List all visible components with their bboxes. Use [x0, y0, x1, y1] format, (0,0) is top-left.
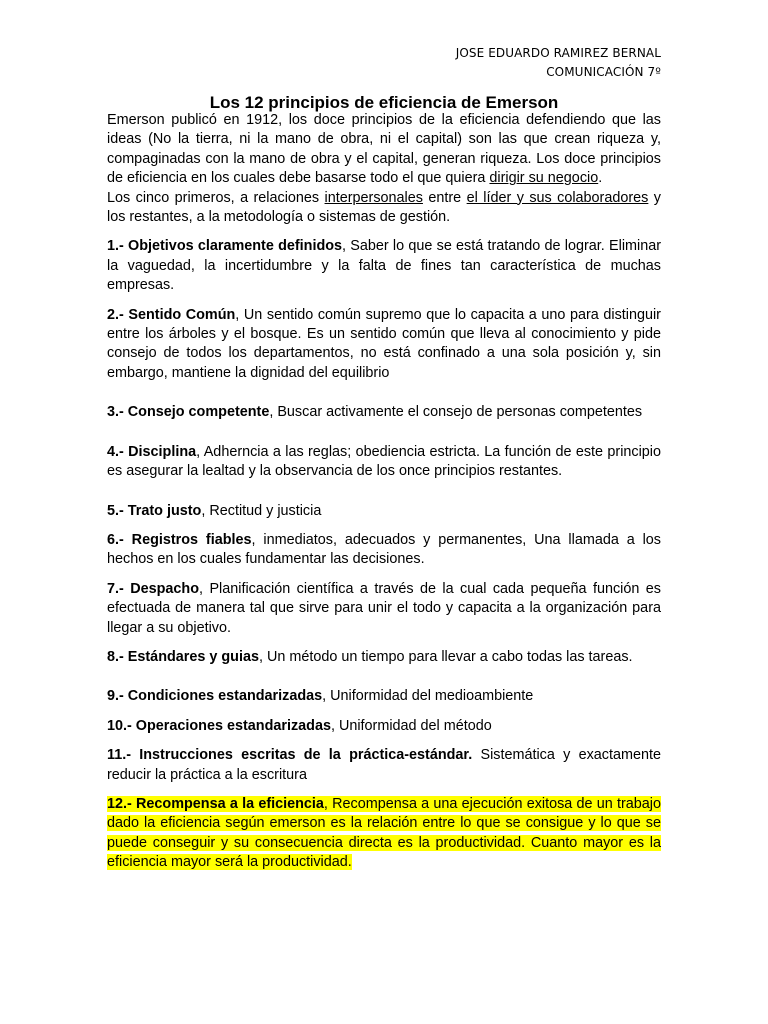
principle-title: 3.- Consejo competente	[107, 404, 270, 421]
principle-5	[107, 502, 661, 521]
principle-title: 10.- Operaciones estandarizadas	[107, 717, 331, 734]
principle-text: , Rectitud y justicia	[201, 502, 322, 519]
principle-title: 2.- Sentido Común	[107, 306, 236, 323]
intro-paragraph: Emerson publicó en 1912, los doce principios de la eficiencia defendiendo que las ideas (No la tierra, ni la mano de obra, ni el capital) son las que crean riqueza y, compaginadas con la mano de obra y el capital, generan riqueza. Los doce principios de eficiencia en los cuales debe basarse todo el que quiera dirigir su negocio. Los cinco primeros, a relaciones interpersonales entre el líder y sus colaboradores y los restantes, a la metodología o sistemas de gestión.	[107, 112, 661, 226]
principle-10	[107, 717, 661, 736]
principle-title: 9.- Condiciones estandarizadas	[107, 688, 323, 705]
principle-text: , Saber lo que se está tratando de lograr. Eliminar la vaguedad, la incertidumbre y la falta de fines tan característica de muchas empresas.	[107, 238, 662, 294]
principle-text: Sistemática y exactamente reducir la práctica a la escritura	[107, 747, 661, 783]
principle-title: 5.- Trato justo	[107, 502, 202, 519]
link-lider-colaboradores[interactable]: el líder y sus colaboradores	[466, 189, 649, 206]
principle-2	[107, 306, 661, 384]
principle-4	[107, 443, 661, 482]
principle-title: 6.- Registros fiables	[107, 531, 252, 548]
principle-text: , Buscar activamente el consejo de personas competentes	[269, 404, 643, 421]
principle-title: 12.- Recompensa a la eficiencia	[107, 795, 324, 812]
principle-12	[107, 795, 661, 873]
principle-title: 7.- Despacho	[107, 580, 200, 597]
principle-title: 11.- Instrucciones escritas de la práctica-estándar.	[107, 747, 473, 764]
document-body	[107, 111, 661, 873]
link-interpersonales[interactable]: interpersonales	[324, 189, 423, 206]
principle-7	[107, 580, 661, 638]
principle-6	[107, 531, 661, 570]
principle-3	[107, 403, 661, 422]
principle-text: , Recompensa a una ejecución exitosa de un trabajo dado la eficiencia según emerson es la relación entre lo que se consigue y lo que se puede conseguir y su consecuencia directa es la productividad. Cuanto mayor es la eficiencia mayor será la productividad.	[107, 795, 662, 871]
principle-1	[107, 237, 661, 295]
principle-text: , Uniformidad del método	[330, 717, 492, 734]
highlighted-text	[107, 796, 661, 870]
principle-text: , inmediatos, adecuados y permanentes, Una llamada a los hechos en los cuales fundamentar las decisiones.	[107, 531, 661, 568]
principle-text: , Adherncia a las reglas; obediencia estricta. La función de este principio es asegurar la lealtad y la observancia de los once principios restantes.	[107, 443, 661, 480]
principle-text: , Planificación científica a través de la cual cada pequeña función es efectuada de manera tal que sirve para unir el todo y capacita a la organización para llegar a su objetivo.	[107, 580, 661, 636]
principle-title: 8.- Estándares y guias	[107, 648, 259, 665]
principle-11	[107, 746, 661, 785]
document-title: Los 12 principios de eficiencia de Emerson	[209, 93, 559, 112]
principle-title: 1.- Objetivos claramente definidos	[107, 238, 343, 255]
principle-title: 4.- Disciplina	[107, 443, 197, 460]
author-name: JOSE EDUARDO RAMIREZ BERNAL	[455, 46, 661, 60]
principle-text: , Un sentido común supremo que lo capacita a uno para distinguir entre los árboles y el bosque. Es un sentido común que lleva al conocimiento y pide consejo de todos los departamentos, no está confinado a una sola posición y, sin embargo, mantiene la dignidad del equilibrio	[107, 306, 661, 381]
document-header	[456, 44, 661, 82]
principle-text: , Uniformidad del medioambiente	[322, 688, 534, 705]
principle-8	[107, 648, 661, 667]
principle-9	[107, 687, 661, 706]
principle-text: , Un método un tiempo para llevar a cabo todas las tareas.	[258, 648, 633, 665]
course-name: COMUNICACIÓN 7º	[546, 65, 661, 79]
link-dirigir-negocio[interactable]: dirigir su negocio	[489, 170, 599, 187]
